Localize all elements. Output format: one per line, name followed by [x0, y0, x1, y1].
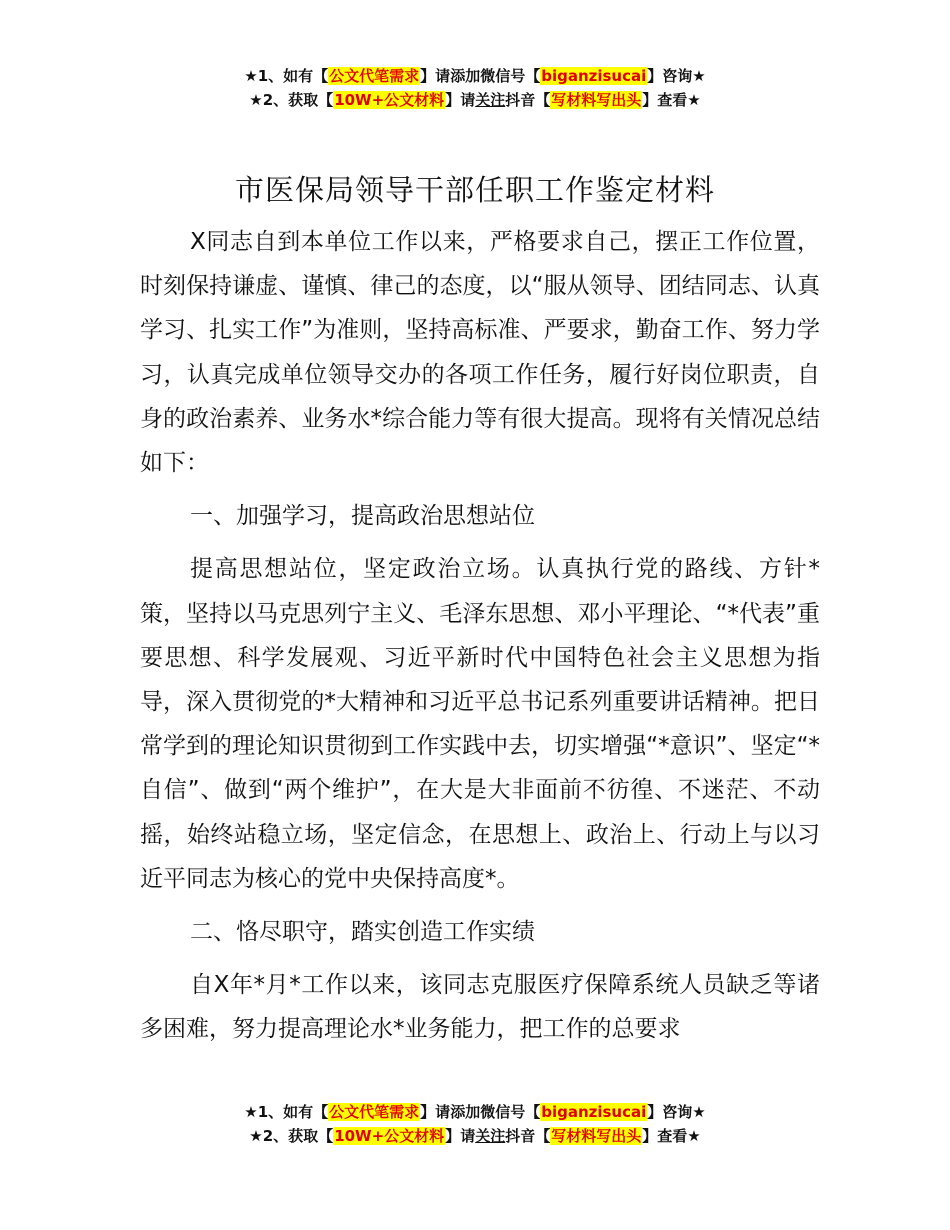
banner-text: 抖音【: [505, 91, 551, 109]
banner-text: 】查看★: [642, 91, 701, 109]
header-banner: [0, 64, 950, 112]
banner-highlight: 10W+公文材料: [334, 1127, 445, 1145]
section-heading-1: 一、加强学习，提高政治思想站位: [190, 503, 535, 530]
banner-text: 】咨询★: [647, 1103, 706, 1121]
banner-highlight: 公文代笔需求: [329, 1103, 420, 1121]
banner-highlight: biganzisucai: [541, 1103, 647, 1121]
banner-line-1: [0, 64, 950, 88]
footer-banner: [0, 1100, 950, 1148]
document-body: [140, 220, 820, 1052]
banner-text: 】查看★: [642, 1127, 701, 1145]
banner-highlight: 公文代笔需求: [329, 67, 420, 85]
banner-text: 关注: [475, 91, 506, 109]
banner-text: ★1、如有【: [244, 67, 329, 85]
banner-text: ★1、如有【: [244, 1103, 329, 1121]
banner-text: ★2、获取【: [249, 91, 334, 109]
banner-text: 】咨询★: [647, 67, 706, 85]
banner-line-1: [0, 1100, 950, 1124]
banner-text: 】请: [420, 67, 451, 85]
banner-line-2: [0, 88, 950, 112]
section-heading-2: 二、恪尽职守，踏实创造工作实绩: [190, 919, 535, 946]
paragraph-section-1: 提高思想站位，坚定政治立场。认真执行党的路线、方针*策，坚持以马克思列宁主义、毛泽东思想、邓小平理论、“*代表”重要思想、科学发展观、习近平新时代中国特色社会主义思想为指导，深入贯彻党的*大精神和习近平总书记系列重要讲话精神。把日常学到的理论知识贯彻到工作实践中去，切实增强“*意识”、坚定“*自信”、做到“两个维护”，在大是大非面前不彷徨、不迷茫、不动摇，始终站稳立场，坚定信念，在思想上、政治上、行动上与以习近平同志为核心的党中央保持高度*。: [140, 556, 820, 892]
banner-text: 】请: [445, 1127, 476, 1145]
paragraph-intro: X同志自到本单位工作以来，严格要求自己，摆正工作位置，时刻保持谦虚、谨慎、律己的态度，以“服从领导、团结同志、认真学习、扎实工作”为准则，坚持高标准、严要求，勤奋工作、努力学习，认真完成单位领导交办的各项工作任务，履行好岗位职责，自身的政治素养、业务水*综合能力等有很大提高。现将有关情况总结如下：: [140, 229, 820, 477]
banner-text: 微信号【: [480, 67, 541, 85]
banner-text: 关注: [475, 1127, 506, 1145]
paragraph-section-2: 自X年*月*工作以来，该同志克服医疗保障系统人员缺乏等诸多困难，努力提高理论水*业务能力，把工作的总要求: [140, 972, 820, 1043]
banner-text: ★2、获取【: [249, 1127, 334, 1145]
banner-highlight: 写材料写出头: [551, 1127, 642, 1145]
banner-text: 添加: [450, 1103, 481, 1121]
banner-text: 微信号【: [480, 1103, 541, 1121]
document-title: 市医保局领导干部任职工作鉴定材料: [234, 173, 715, 207]
banner-text: 】请: [420, 1103, 451, 1121]
banner-text: 添加: [450, 67, 481, 85]
banner-text: 】请: [445, 91, 476, 109]
banner-line-2: [0, 1124, 950, 1148]
banner-highlight: biganzisucai: [541, 67, 647, 85]
banner-text: 抖音【: [505, 1127, 551, 1145]
banner-highlight: 写材料写出头: [551, 91, 642, 109]
banner-highlight: 10W+公文材料: [334, 91, 445, 109]
